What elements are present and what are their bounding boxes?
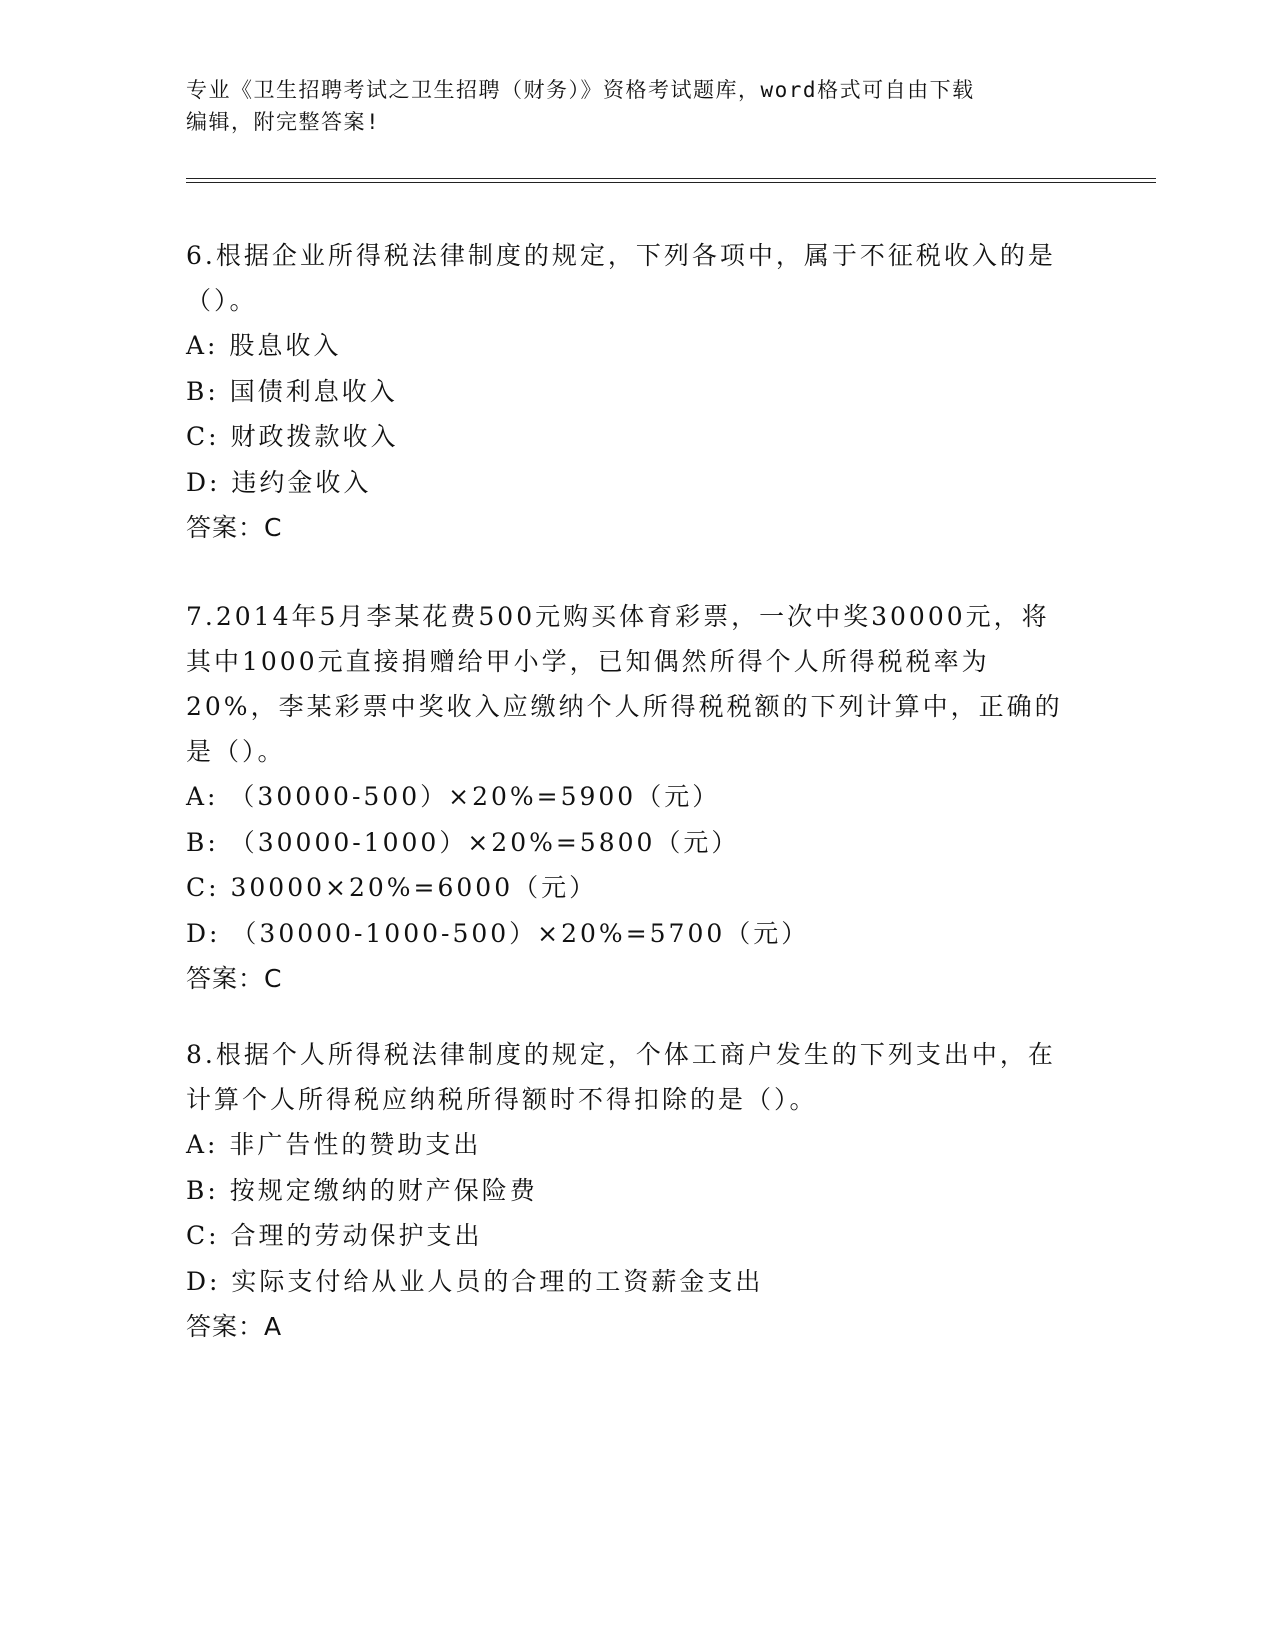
option-b: B: 国债利息收入 [186, 376, 398, 406]
option-a: A: 股息收入 [186, 331, 342, 360]
option-b: B: 按规定缴纳的财产保险费 [186, 1175, 538, 1205]
question-6 [186, 233, 1066, 550]
question-stem: 7.2014年5月李某花费500元购买体育彩票，一次中奖30000元，将其中1000元直接捐赠给甲小学，已知偶然所得个人所得税税率为20%，李某彩票中奖收入应缴纳个人所得税税额的下列计算中，正确的是（）。 [186, 602, 1063, 766]
header-double-rule [186, 178, 1156, 183]
option-d: D: 实际支付给从业人员的合理的工资薪金支出 [186, 1266, 764, 1296]
option-d: D: 违约金收入 [186, 467, 372, 497]
question-stem: 8.根据个人所得税法律制度的规定，个体工商户发生的下列支出中，在计算个人所得税应纳税所得额时不得扣除的是（）。 [186, 1040, 1056, 1114]
document-header [186, 74, 1086, 138]
header-title-line-2: 编辑，附完整答案! [186, 110, 381, 134]
answer-label: 答案：A [186, 1312, 283, 1341]
option-c: C: 30000×20%=6000（元） [186, 873, 598, 902]
option-d: D: （30000-1000-500）×20%=5700（元） [186, 918, 810, 948]
header-title-line-1: 专业《卫生招聘考试之卫生招聘（财务）》资格考试题库，word格式可自由下载 [186, 78, 975, 102]
option-a: A: （30000-500）×20%=5900（元） [186, 782, 721, 811]
option-c: C: 财政拨款收入 [186, 422, 399, 451]
question-stem: 6.根据企业所得税法律制度的规定，下列各项中，属于不征税收入的是（）。 [186, 241, 1056, 315]
answer-label: 答案：C [186, 964, 283, 993]
question-8 [186, 1032, 1066, 1349]
option-b: B: （30000-1000）×20%=5800（元） [186, 827, 740, 857]
option-c: C: 合理的劳动保护支出 [186, 1221, 483, 1250]
answer-label: 答案：C [186, 513, 283, 542]
option-a: A: 非广告性的赞助支出 [186, 1130, 482, 1159]
question-7 [186, 594, 1066, 1001]
